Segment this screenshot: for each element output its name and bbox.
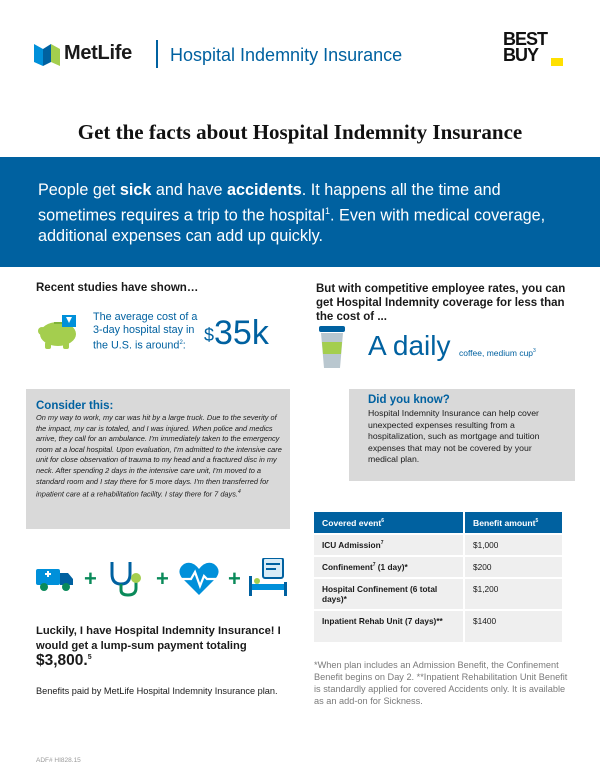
payment-total: $3,800.$^5$ (36, 652, 92, 669)
daily-coffee-big: A daily (368, 330, 451, 361)
benefits-table (314, 512, 562, 642)
luckily-text: Luckily, I have Hospital Indemnity Insurance! I would get a lump-sum payment totaling (36, 625, 281, 652)
plus-sign: + (156, 566, 169, 591)
benefit-amount-cell: $1400 (464, 610, 562, 642)
covered-event-cell: ICU Admission$^7$ (314, 534, 464, 556)
page-title: Get the facts about Hospital Indemnity Insurance (77, 120, 523, 144)
benefits-paid-note: Benefits paid by MetLife Hospital Indemnity Insurance plan. (36, 686, 278, 696)
hospital-bed-icon (249, 558, 287, 598)
covered-event-cell: Hospital Confinement (6 total days)* (314, 578, 464, 610)
coffee-cup-icon (318, 326, 346, 368)
plus-sign: + (84, 566, 97, 591)
piggy-bank-icon (36, 313, 80, 349)
consider-heading: Consider this: (36, 400, 114, 412)
covered-event-cell: Confinement$^7$ (1 day)* (314, 556, 464, 578)
did-you-know-heading: Did you know? (368, 394, 450, 406)
metlife-wordmark: MetLife (64, 42, 132, 64)
table-header-row (314, 512, 562, 534)
covered-event-cell: Inpatient Rehab Unit (7 days)** (314, 610, 464, 642)
plus-sign: + (228, 566, 241, 591)
average-cost-amount: $35k (204, 314, 269, 352)
table-row (314, 610, 562, 642)
daily-coffee-sub: coffee, medium cup$^3$ (459, 348, 536, 358)
table-footnote: *When plan includes an Admission Benefit, the Confinement Benefit begins on Day 2. **Inpatient Rehabilitation Unit Benefit is standardly applied for covered Accidents only. It is available as an add-on for Sickness. (314, 660, 568, 706)
table-row (314, 578, 562, 610)
banner-text: People get sick and have accidents. It happens all the time and sometimes requires a trip to the hospital$^1$. Even with medical coverage, additional expenses can add up quickly. (38, 181, 546, 246)
ambulance-icon (36, 566, 74, 592)
event-icons-row (36, 558, 286, 600)
table-row (314, 556, 562, 578)
banner-sick: sick (119, 181, 152, 199)
bestbuy-line2: BUY (503, 45, 539, 65)
covered-event-header: Covered event$^6$ (314, 512, 464, 534)
bestbuy-logo (503, 31, 563, 67)
benefit-amount-cell: $200 (464, 556, 562, 578)
metlife-logo-icon (34, 40, 60, 66)
competitive-rates-heading: But with competitive employee rates, you can get Hospital Indemnity coverage for less than the cost of ... (316, 283, 566, 323)
bestbuy-line1: BEST (503, 29, 548, 49)
adf-code: ADF# HI828.15 (36, 757, 81, 764)
header-divider (156, 40, 158, 68)
consider-story: On my way to work, my car was hit by a large truck. Due to the severity of the impact, my car is totaled, and I was injured. When police and medics arrive, they call for an ambulance. I'm immediately taken to the emergency room at a local hospital. Upon evaluation, I'm admitted to the intensive care unit for close observation of trauma to my head and a fractured disc in my neck. After spending 2 days in the intensive care unit, I'm moved to a standard room and I stay there for 5 more days. I'm then transferred for inpatient care at a rehabilitation facility. I stay there for 7 days.$^4$ (36, 413, 282, 499)
studies-heading: Recent studies have shown… (36, 282, 199, 294)
banner-accidents: accidents (227, 181, 302, 199)
did-you-know-body: Hospital Indemnity Insurance can help cover unexpected expenses resulting from a hospitalization, such as mortgage and tuition expenses that may not be covered by your medical plan. (368, 408, 540, 465)
stethoscope-icon (106, 560, 146, 598)
bestbuy-tag-icon (551, 58, 563, 66)
header-product-title: Hospital Indemnity Insurance (170, 45, 403, 65)
table-row (314, 534, 562, 556)
benefit-amount-header: Benefit amount$^5$ (464, 512, 562, 534)
heart-rate-icon (178, 562, 220, 596)
average-cost-text: The average cost of a 3-day hospital stay in the U.S. is around$^2$: (93, 311, 198, 352)
benefit-amount-cell: $1,000 (464, 534, 562, 556)
benefit-amount-cell: $1,200 (464, 578, 562, 610)
